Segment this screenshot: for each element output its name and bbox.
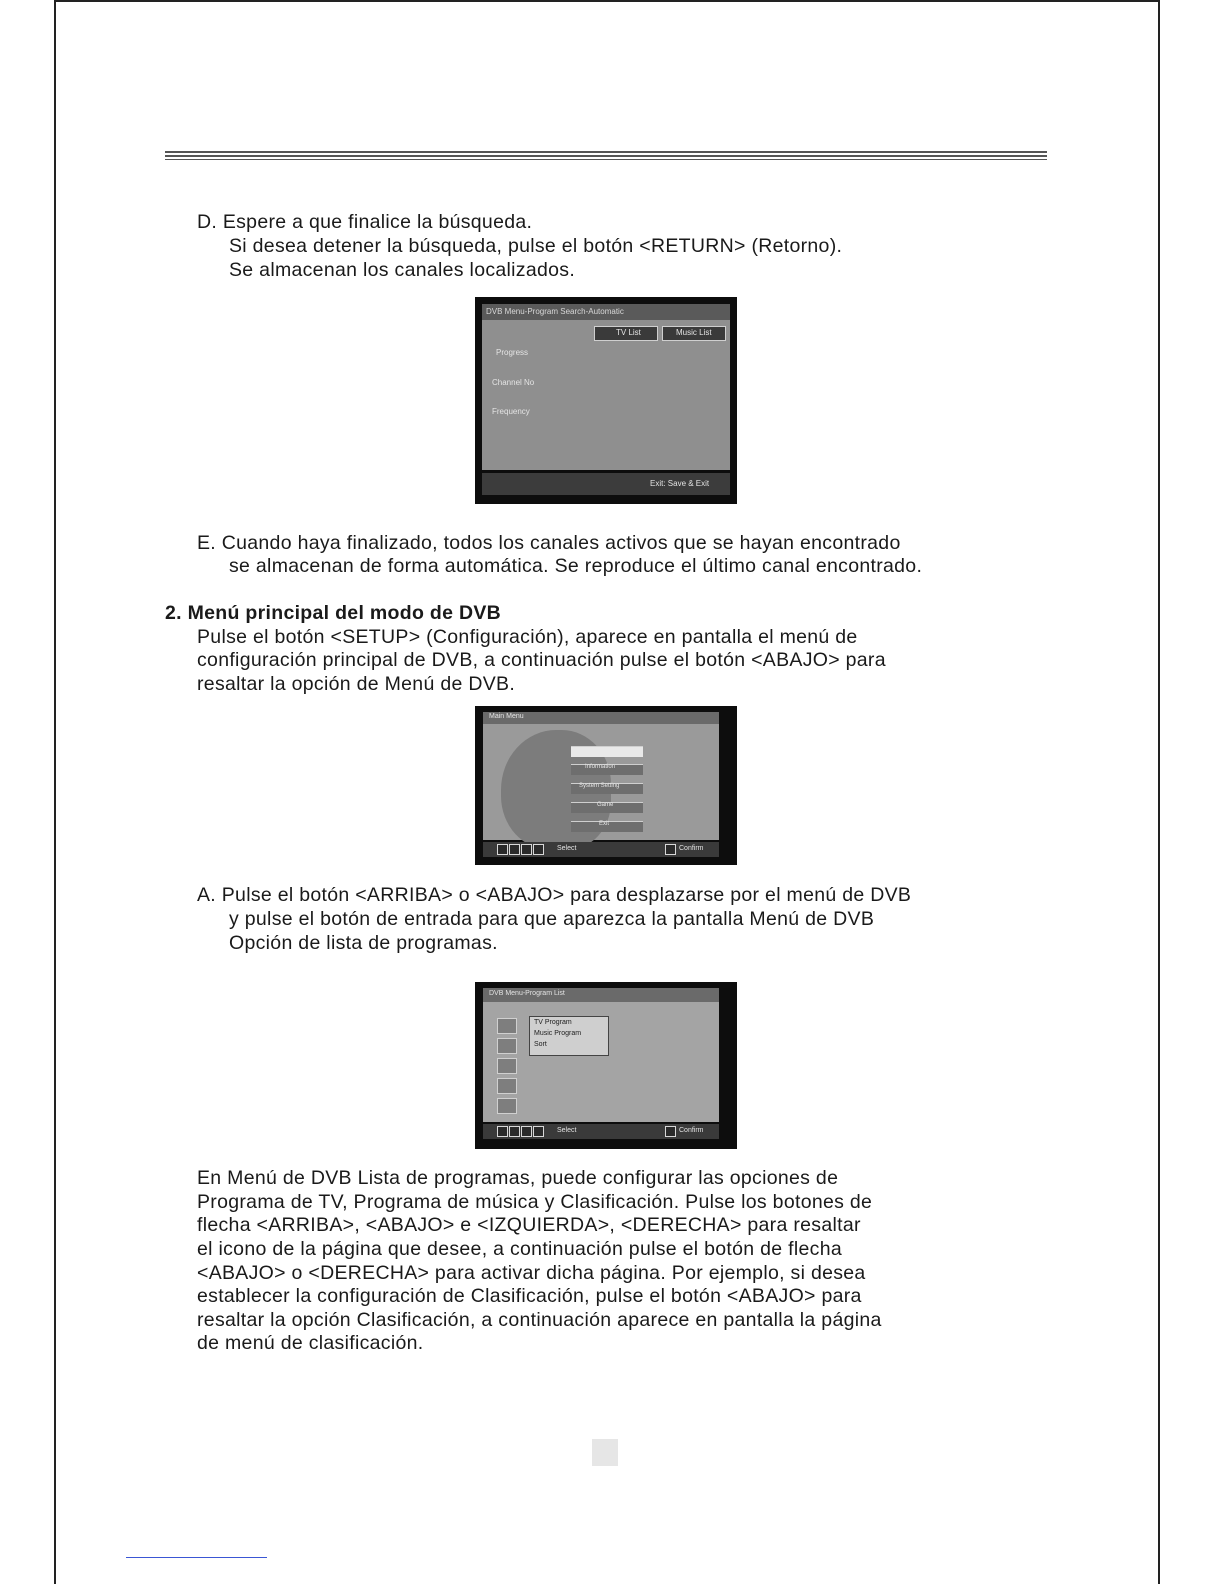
right-arrow-icon bbox=[533, 844, 544, 855]
installation-icon bbox=[497, 1038, 517, 1054]
menu-item-label: Information bbox=[585, 764, 616, 770]
down-arrow-icon bbox=[509, 844, 520, 855]
section-heading: 2. Menú principal del modo de DVB bbox=[165, 602, 502, 624]
setup-icon bbox=[497, 1058, 517, 1074]
menu-item-label: Game bbox=[597, 802, 614, 808]
menu-item-dvb-menu bbox=[571, 746, 643, 757]
frequency-label: Frequency bbox=[492, 407, 530, 416]
popup-sort: Sort bbox=[534, 1041, 547, 1048]
tv-list-label: TV List bbox=[616, 328, 641, 337]
page-border-left bbox=[54, 0, 56, 1584]
screenshot-main-menu bbox=[475, 706, 737, 865]
step-a-line1: A. Pulse el botón <ARRIBA> o <ABAJO> para desplazarse por el menú de DVB bbox=[197, 884, 912, 906]
osd-title: Main Menu bbox=[489, 713, 524, 720]
footer-select: Select bbox=[557, 845, 577, 852]
osd-footer: Exit: Save & Exit bbox=[650, 479, 710, 488]
step-e-line1: E. Cuando haya finalizado, todos los canales activos que se hayan encontrado bbox=[197, 532, 901, 554]
popup-tv-program: TV Program bbox=[534, 1019, 572, 1026]
step-a-line2: y pulse el botón de entrada para que aparezca la pantalla Menú de DVB bbox=[229, 908, 875, 930]
closing-line8: de menú de clasificación. bbox=[197, 1332, 424, 1354]
closing-line3: flecha <ARRIBA>, <ABAJO> e <IZQUIERDA>, <DERECHA> para resaltar bbox=[197, 1214, 861, 1236]
left-arrow-icon bbox=[521, 844, 532, 855]
section-2-line1: Pulse el botón <SETUP> (Configuración), aparece en pantalla el menú de bbox=[197, 626, 858, 648]
menu-item-label: System Setting bbox=[579, 783, 620, 789]
menu-item-label: Exit bbox=[599, 821, 610, 827]
step-d-line2: Si desea detener la búsqueda, pulse el botón <RETURN> (Retorno). bbox=[229, 235, 843, 257]
screenshot-program-list bbox=[475, 982, 737, 1149]
screenshot-program-search bbox=[475, 297, 737, 504]
section-2-line3: resaltar la opción de Menú de DVB. bbox=[197, 673, 516, 695]
closing-line1: En Menú de DVB Lista de programas, puede configurar las opciones de bbox=[197, 1167, 839, 1189]
page-border-right bbox=[1158, 0, 1160, 1584]
step-d-title: D. Espere a que finalice la búsqueda. bbox=[197, 211, 533, 233]
footer-link-underline bbox=[126, 1557, 267, 1558]
enter-icon bbox=[665, 1126, 676, 1137]
closing-line4: el icono de la página que desee, a continuación pulse el botón de flecha bbox=[197, 1238, 842, 1260]
exit-icon bbox=[497, 1098, 517, 1114]
up-arrow-icon bbox=[497, 844, 508, 855]
closing-line2: Programa de TV, Programa de música y Clasificación. Pulse los botones de bbox=[197, 1191, 873, 1213]
down-arrow-icon bbox=[509, 1126, 520, 1137]
step-e-line2: se almacenan de forma automática. Se reproduce el último canal encontrado. bbox=[229, 555, 923, 577]
right-arrow-icon bbox=[533, 1126, 544, 1137]
step-a-line3: Opción de lista de programas. bbox=[229, 932, 498, 954]
tools-icon bbox=[497, 1078, 517, 1094]
closing-line5: <ABAJO> o <DERECHA> para activar dicha página. Por ejemplo, si desea bbox=[197, 1262, 866, 1284]
footer-select: Select bbox=[557, 1127, 577, 1134]
step-d-line3: Se almacenan los canales localizados. bbox=[229, 259, 576, 281]
program-list-popup bbox=[529, 1016, 609, 1056]
channel-no-label: Channel No bbox=[492, 378, 535, 387]
page-border-top bbox=[54, 0, 1160, 2]
page-number-box bbox=[592, 1439, 618, 1466]
osd-title: DVB Menu-Program Search-Automatic bbox=[486, 307, 624, 316]
closing-line6: establecer la configuración de Clasificación, pulse el botón <ABAJO> para bbox=[197, 1285, 862, 1307]
osd-title: DVB Menu-Program List bbox=[489, 990, 565, 997]
enter-icon bbox=[665, 844, 676, 855]
program-list-icon bbox=[497, 1018, 517, 1034]
popup-music-program: Music Program bbox=[534, 1030, 582, 1037]
closing-line7: resaltar la opción Clasificación, a continuación aparece en pantalla la página bbox=[197, 1309, 882, 1331]
progress-label: Progress bbox=[496, 348, 529, 357]
section-2-line2: configuración principal de DVB, a continuación pulse el botón <ABAJO> para bbox=[197, 649, 886, 671]
footer-confirm: Confirm bbox=[679, 1127, 704, 1134]
music-list-label: Music List bbox=[676, 328, 712, 337]
up-arrow-icon bbox=[497, 1126, 508, 1137]
left-arrow-icon bbox=[521, 1126, 532, 1137]
footer-confirm: Confirm bbox=[679, 845, 704, 852]
